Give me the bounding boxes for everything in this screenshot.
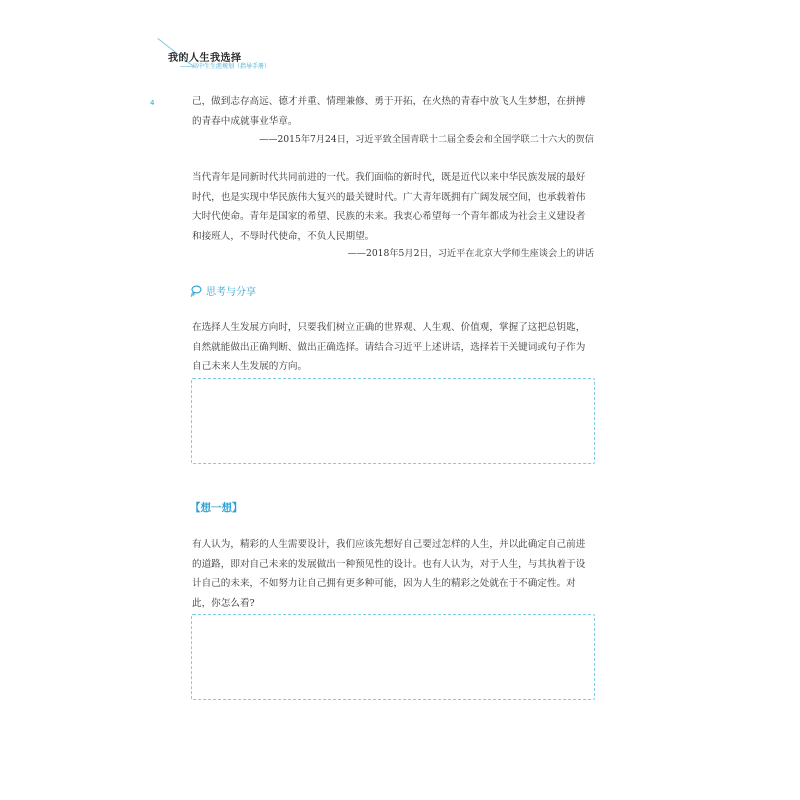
book-title: 我的人生我选择 xyxy=(168,53,242,64)
quote-1-source: ——2015年7月24日，习近平致全国青联十二届全委会和全国学联二十六大的贺信 xyxy=(259,134,594,145)
think-share-title: 思考与分享 xyxy=(206,287,256,298)
quote-2-source: ——2018年5月2日，习近平在北京大学师生座谈会上的讲话 xyxy=(347,248,594,259)
think-about-answer-box[interactable] xyxy=(191,614,595,700)
thought-bubble-icon xyxy=(190,285,202,297)
quote-1-text: 己，做到志存高远、德才并重、情理兼修、勇于开拓，在火热的青春中放飞人生梦想，在拼搏的青春中成就事业华章。 xyxy=(192,96,586,127)
think-about-prompt: 有人认为，精彩的人生需要设计，我们应该先想好自己要过怎样的人生，并以此确定自己前进的道路，即对自己未来的发展做出一种预见性的设计。也有人认为，对于人生，与其执着于设计自己的未来，不如努力让自己拥有更多种可能，因为人生的精彩之处就在于不确定性。对此，你怎么看? xyxy=(192,539,586,609)
think-share-heading xyxy=(190,283,256,298)
think-share-answer-box[interactable] xyxy=(191,378,595,464)
think-about-heading: 【想一想】 xyxy=(190,502,243,514)
book-subtitle: ——高中生生涯规划（指导手册） xyxy=(180,63,271,70)
quote-2-text: 当代青年是同新时代共同前进的一代。我们面临的新时代，既是近代以来中华民族发展的最好时代，也是实现中华民族伟大复兴的最关键时代。广大青年既拥有广阔发展空间，也承载着伟大时代使命。青年是国家的希望、民族的未来。我衷心希望每一个青年都成为社会主义建设者和接班人，不辱时代使命，不负人民期望。 xyxy=(192,172,586,242)
page-number: 4 xyxy=(150,99,155,107)
think-share-prompt: 在选择人生发展方向时，只要我们树立正确的世界观、人生观、价值观，掌握了这把总钥匙，自然就能做出正确判断、做出正确选择。请结合习近平上述讲话，选择若干关键词或句子作为自己未来人生发展的方向。 xyxy=(192,322,586,372)
